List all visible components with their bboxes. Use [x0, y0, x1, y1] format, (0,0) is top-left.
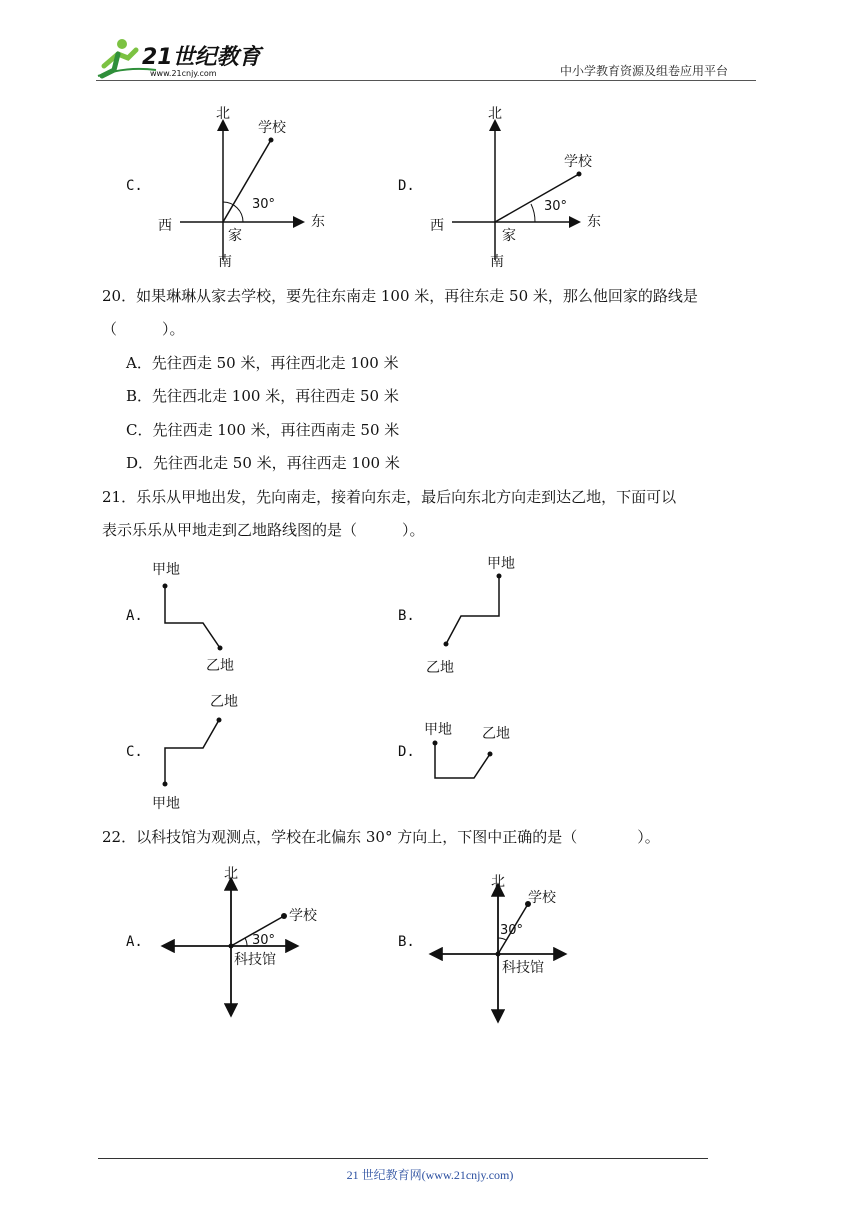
q22-option-a-label: A. — [126, 934, 143, 950]
q21-stem-line1: 21．乐乐从甲地出发，先向南走，接着向东走，最后向东北方向走到达乙地，下面可以 — [102, 488, 677, 506]
q21-option-a-diagram — [140, 552, 260, 678]
q21-option-d-diagram — [412, 712, 532, 792]
q20-option-d[interactable]: D．先往西北走 50 米，再往西走 100 米 — [126, 454, 400, 472]
q20-option-b[interactable]: B．先往西北走 100 米，再往西走 50 米 — [126, 387, 399, 405]
footer-divider — [98, 1158, 708, 1159]
svg-text:30°: 30° — [544, 199, 568, 214]
logo-url: www.21cnjy.com — [150, 69, 217, 78]
svg-text:西: 西 — [430, 218, 444, 234]
svg-text:家: 家 — [228, 228, 242, 244]
footer-site-link[interactable]: 21 世纪教育网(www.21cnjy.com) — [346, 1168, 514, 1182]
q19-option-c-label: C. — [126, 178, 143, 194]
svg-text:学校: 学校 — [528, 890, 556, 906]
logo-text: 21世纪教育 — [142, 45, 261, 70]
svg-text:甲地: 甲地 — [152, 562, 180, 578]
q22-option-b-label: B. — [398, 934, 415, 950]
svg-text:东: 东 — [587, 214, 601, 230]
svg-text:学校: 学校 — [258, 120, 286, 136]
svg-text:学校: 学校 — [289, 908, 317, 924]
q21-option-d-label: D. — [398, 744, 415, 760]
svg-text:南: 南 — [490, 254, 504, 270]
svg-text:东: 东 — [311, 214, 325, 230]
svg-text:北: 北 — [491, 874, 505, 890]
header-platform-name: 中小学教育资源及组卷应用平台 — [560, 64, 729, 78]
q22-option-a-diagram — [156, 860, 336, 1020]
q20-option-c[interactable]: C．先往西走 100 米，再往西南走 50 米 — [126, 421, 400, 439]
svg-text:北: 北 — [224, 866, 238, 882]
q21-option-c-diagram — [140, 688, 260, 814]
q22-stem: 22．以科技馆为观测点，学校在北偏东 30° 方向上，下图中正确的是（ ）。 — [102, 828, 660, 846]
svg-text:甲地: 甲地 — [152, 796, 180, 812]
svg-text:学校: 学校 — [564, 154, 592, 170]
svg-text:甲地: 甲地 — [424, 722, 452, 738]
svg-text:乙地: 乙地 — [482, 726, 510, 742]
q21-option-b-label: B. — [398, 608, 415, 624]
q20-stem: 20．如果琳琳从家去学校，要先往东南走 100 米，再往东走 50 米，那么他回家的路线是 — [102, 287, 698, 305]
q21-option-a-label: A. — [126, 608, 143, 624]
q21-stem-line2: 表示乐乐从甲地走到乙地路线图的是（ ）。 — [102, 521, 425, 539]
site-logo — [96, 36, 266, 80]
svg-text:家: 家 — [502, 228, 516, 244]
svg-text:北: 北 — [488, 106, 502, 122]
svg-text:30°: 30° — [252, 197, 276, 212]
svg-text:科技馆: 科技馆 — [234, 952, 276, 968]
svg-text:北: 北 — [216, 106, 230, 122]
q21-option-b-diagram — [412, 550, 532, 680]
svg-text:乙地: 乙地 — [206, 658, 234, 674]
q19-option-d-label: D. — [398, 178, 415, 194]
q20-option-a[interactable]: A．先往西走 50 米，再往西北走 100 米 — [126, 354, 399, 372]
q20-blank: （ ）。 — [102, 320, 185, 338]
q19-option-d-diagram — [422, 100, 612, 272]
svg-text:乙地: 乙地 — [210, 694, 238, 710]
q21-option-c-label: C. — [126, 744, 143, 760]
header-divider — [96, 80, 756, 81]
svg-text:南: 南 — [218, 254, 232, 270]
svg-text:科技馆: 科技馆 — [502, 960, 544, 976]
q19-option-c-diagram — [150, 100, 340, 272]
svg-text:甲地: 甲地 — [487, 556, 515, 572]
svg-text:30°: 30° — [252, 933, 276, 948]
svg-text:30°: 30° — [500, 923, 524, 938]
svg-text:西: 西 — [158, 218, 172, 234]
q22-option-b-diagram — [424, 870, 604, 1030]
svg-text:乙地: 乙地 — [426, 660, 454, 676]
